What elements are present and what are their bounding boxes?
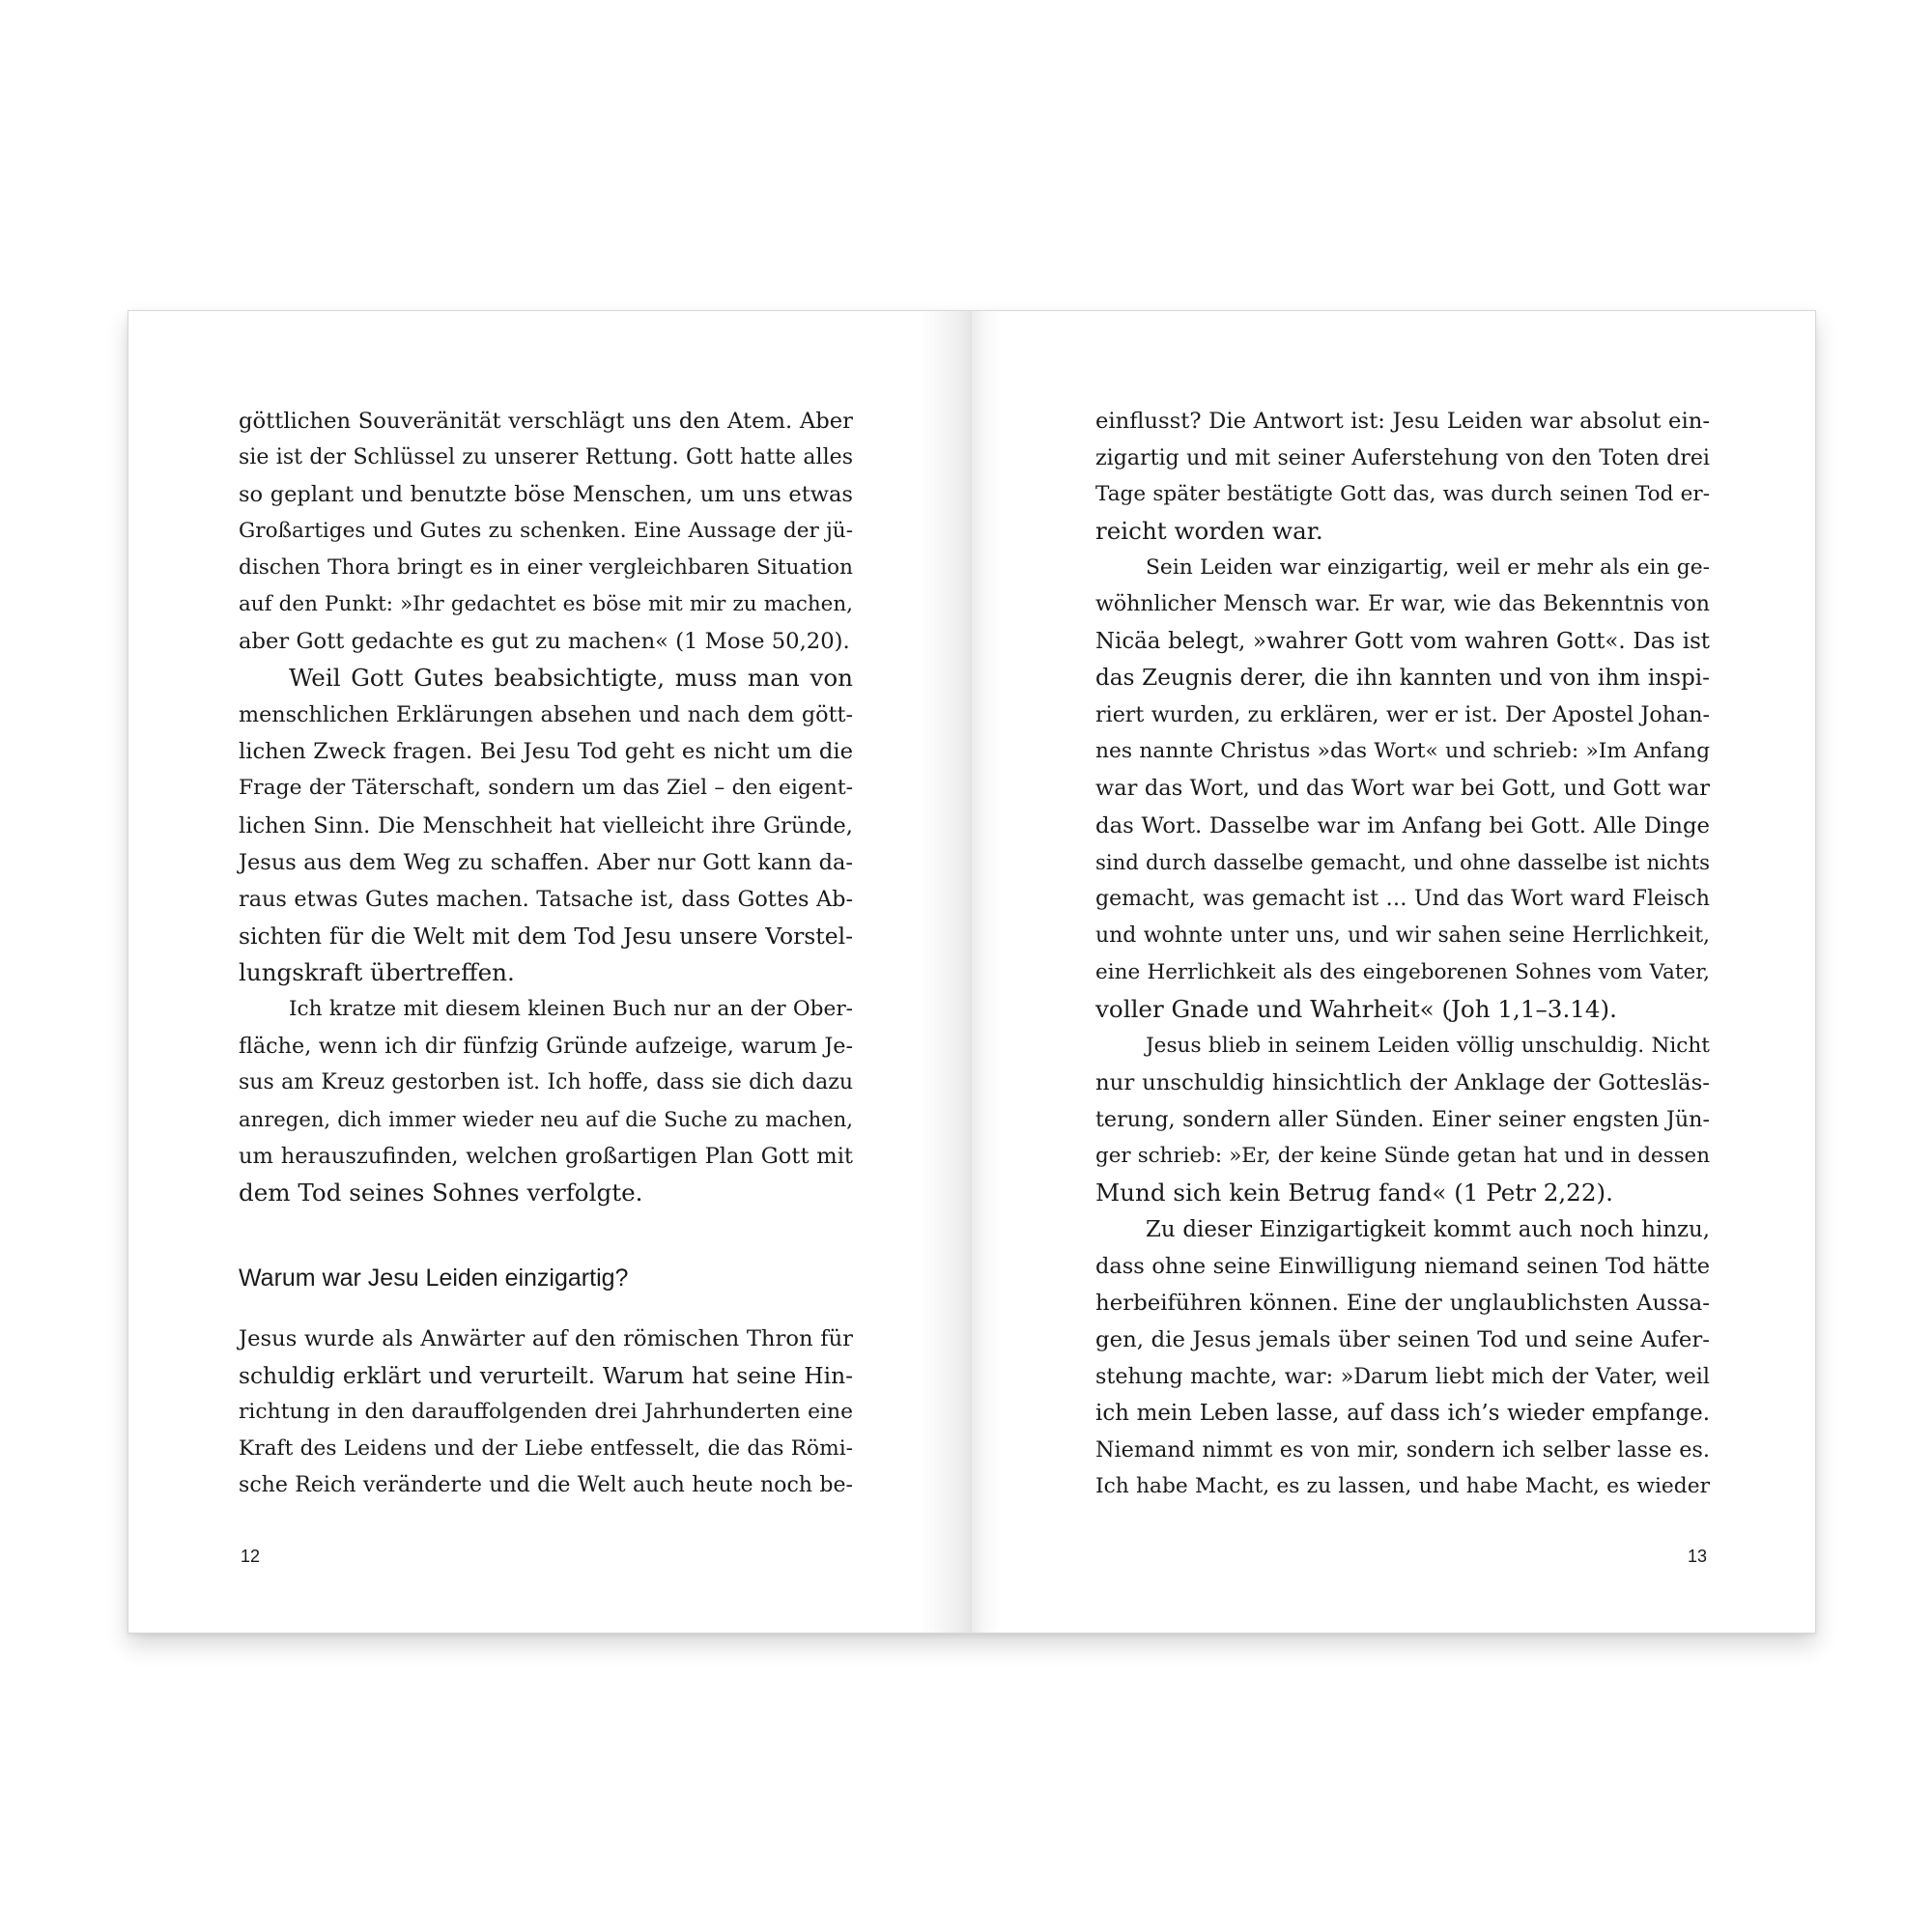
text-line: terung, sondern aller Sünden. Einer seiner engsten Jün- (1095, 1106, 1710, 1132)
left-paragraph-3 (239, 991, 853, 1211)
right-paragraph-1 (1095, 403, 1710, 550)
text-line: riert wurden, zu erklären, wer er ist. Der Apostel Johan- (1095, 702, 1710, 728)
page-number-left: 12 (241, 1547, 261, 1566)
text-line: nur unschuldig hinsichtlich der Anklage der Gottesläs- (1095, 1069, 1710, 1095)
text-line: Zu dieser Einzigartigkeit kommt auch noch hinzu, (1146, 1217, 1710, 1243)
text-line: um herauszufinden, welchen großartigen Plan Gott mit (239, 1143, 853, 1169)
text-line: Frage der Täterschaft, sondern um das Ziel – den eigent- (239, 776, 853, 801)
left-paragraph-4 (239, 1321, 853, 1504)
text-line: einflusst? Die Antwort ist: Jesu Leiden war absolut ein- (1095, 409, 1710, 434)
text-line: ich mein Leben lasse, auf dass ich’s wieder empfange. (1095, 1401, 1710, 1427)
text-line: wöhnlicher Mensch war. Er war, wie das Bekenntnis von (1095, 592, 1710, 617)
right-page-text (1095, 403, 1710, 1505)
text-line: dass ohne seine Einwilligung niemand seinen Tod hätte (1095, 1254, 1710, 1280)
text-line: Großartiges und Gutes zu schenken. Eine Aussage der jü- (239, 519, 853, 544)
text-line: ger schrieb: »Er, der keine Sünde getan hat und in dessen (1095, 1143, 1710, 1168)
text-line: Ich habe Macht, es zu lassen, und habe Macht, es wieder (1095, 1474, 1710, 1499)
text-line: auf den Punkt: »Ihr gedachtet es böse mit mir zu machen, (239, 592, 853, 617)
text-line: lichen Sinn. Die Menschheit hat vielleicht ihre Gründe, (239, 812, 853, 838)
left-paragraph-1 (239, 403, 853, 660)
text-line: zigartig und mit seiner Auferstehung von den Toten drei (1095, 445, 1710, 471)
text-line: dischen Thora bringt es in einer vergleichbaren Situation (239, 555, 853, 581)
text-line: lungskraft übertreffen. (239, 957, 515, 986)
text-line: Tage später bestätigte Gott das, was durch seinen Tod er- (1095, 482, 1710, 507)
text-line: lichen Zweck fragen. Bei Jesu Tod geht es nicht um die (239, 739, 853, 765)
text-line: Kraft des Leidens und der Liebe entfesselt, die das Römi- (239, 1436, 853, 1462)
text-line: herbeiführen können. Eine der unglaublichsten Aussa- (1095, 1291, 1710, 1317)
text-line: so geplant und benutzte böse Menschen, um uns etwas (239, 482, 853, 508)
text-line: dem Tod seines Sohnes verfolgte. (239, 1178, 643, 1207)
text-line: aber Gott gedachte es gut zu machen« (1 Mose 50,20). (239, 629, 850, 655)
text-line: fläche, wenn ich dir fünfzig Gründe aufzeige, warum Je- (239, 1033, 853, 1059)
right-page (971, 310, 1816, 1634)
right-paragraph-4 (1095, 1211, 1710, 1505)
text-line: gen, die Jesus jemals über seinen Tod und seine Aufer- (1095, 1327, 1710, 1353)
left-page-text (239, 403, 853, 1504)
left-page (128, 310, 971, 1634)
text-line: nes nannte Christus »das Wort« und schrieb: »Im Anfang (1095, 739, 1710, 764)
text-line: sus am Kreuz gestorben ist. Ich hoffe, dass sie dich dazu (239, 1069, 853, 1094)
book-spread (128, 310, 1816, 1634)
text-line: und wohnte unter uns, und wir sahen seine Herrlichkeit, (1095, 923, 1710, 948)
text-line: voller Gnade und Wahrheit« (Joh 1,1–3.14). (1095, 994, 1617, 1023)
text-line: sichten für die Welt mit dem Tod Jesu unsere Vorstel- (239, 922, 853, 950)
text-line: eine Herrlichkeit als des eingeborenen Sohnes vom Vater, (1095, 959, 1710, 984)
text-line: gemacht, was gemacht ist … Und das Wort ward Fleisch (1095, 886, 1710, 911)
text-line: Ich kratze mit diesem kleinen Buch nur an der Ober- (289, 996, 853, 1021)
text-line: raus etwas Gutes machen. Tatsache ist, dass Gottes Ab- (239, 886, 853, 912)
text-line: menschlichen Erklärungen absehen und nach dem gött- (239, 702, 853, 728)
text-line: reicht worden war. (1095, 517, 1323, 546)
text-line: Niemand nimmt es von mir, sondern ich selber lasse es. (1095, 1437, 1710, 1463)
text-line: Jesus wurde als Anwärter auf den römischen Thron für (239, 1326, 853, 1352)
text-line: war das Wort, und das Wort war bei Gott, und Gott war (1095, 776, 1710, 802)
section-heading: Warum war Jesu Leiden einzigartig? (239, 1264, 629, 1293)
right-paragraph-2 (1095, 550, 1710, 1028)
text-line: Weil Gott Gutes beabsichtigte, muss man von (289, 664, 853, 693)
text-line: schuldig erklärt und verurteilt. Warum hat seine Hin- (239, 1362, 853, 1390)
text-line: Sein Leiden war einzigartig, weil er mehr als ein ge- (1146, 555, 1710, 581)
text-line: Nicäa belegt, »wahrer Gott vom wahren Gott«. Das ist (1095, 629, 1710, 655)
text-line: das Wort. Dasselbe war im Anfang bei Gott. Alle Dinge (1095, 812, 1710, 838)
text-line: sche Reich veränderte und die Welt auch heute noch be- (239, 1473, 853, 1498)
left-paragraph-2 (239, 660, 853, 990)
text-line: Jesus blieb in seinem Leiden völlig unschuldig. Nicht (1146, 1033, 1710, 1058)
text-line: sind durch dasselbe gemacht, und ohne dasselbe ist nichts (1095, 849, 1710, 874)
text-line: richtung in den darauffolgenden drei Jahrhunderten eine (239, 1400, 853, 1425)
text-line: stehung machte, war: »Darum liebt mich der Vater, weil (1095, 1364, 1710, 1390)
text-line: das Zeugnis derer, die ihn kannten und von ihm inspi- (1095, 666, 1710, 692)
page-number-right: 13 (1687, 1547, 1707, 1566)
right-paragraph-3 (1095, 1028, 1710, 1211)
text-line: anregen, dich immer wieder neu auf die Suche zu machen, (239, 1106, 853, 1131)
text-line: Jesus aus dem Weg zu schaffen. Aber nur Gott kann da- (239, 849, 853, 875)
text-line: göttlichen Souveränität verschlägt uns den Atem. Aber (239, 409, 853, 434)
text-line: sie ist der Schlüssel zu unserer Rettung. Gott hatte alles (239, 445, 853, 470)
text-line: Mund sich kein Betrug fand« (1 Petr 2,22). (1095, 1178, 1613, 1207)
